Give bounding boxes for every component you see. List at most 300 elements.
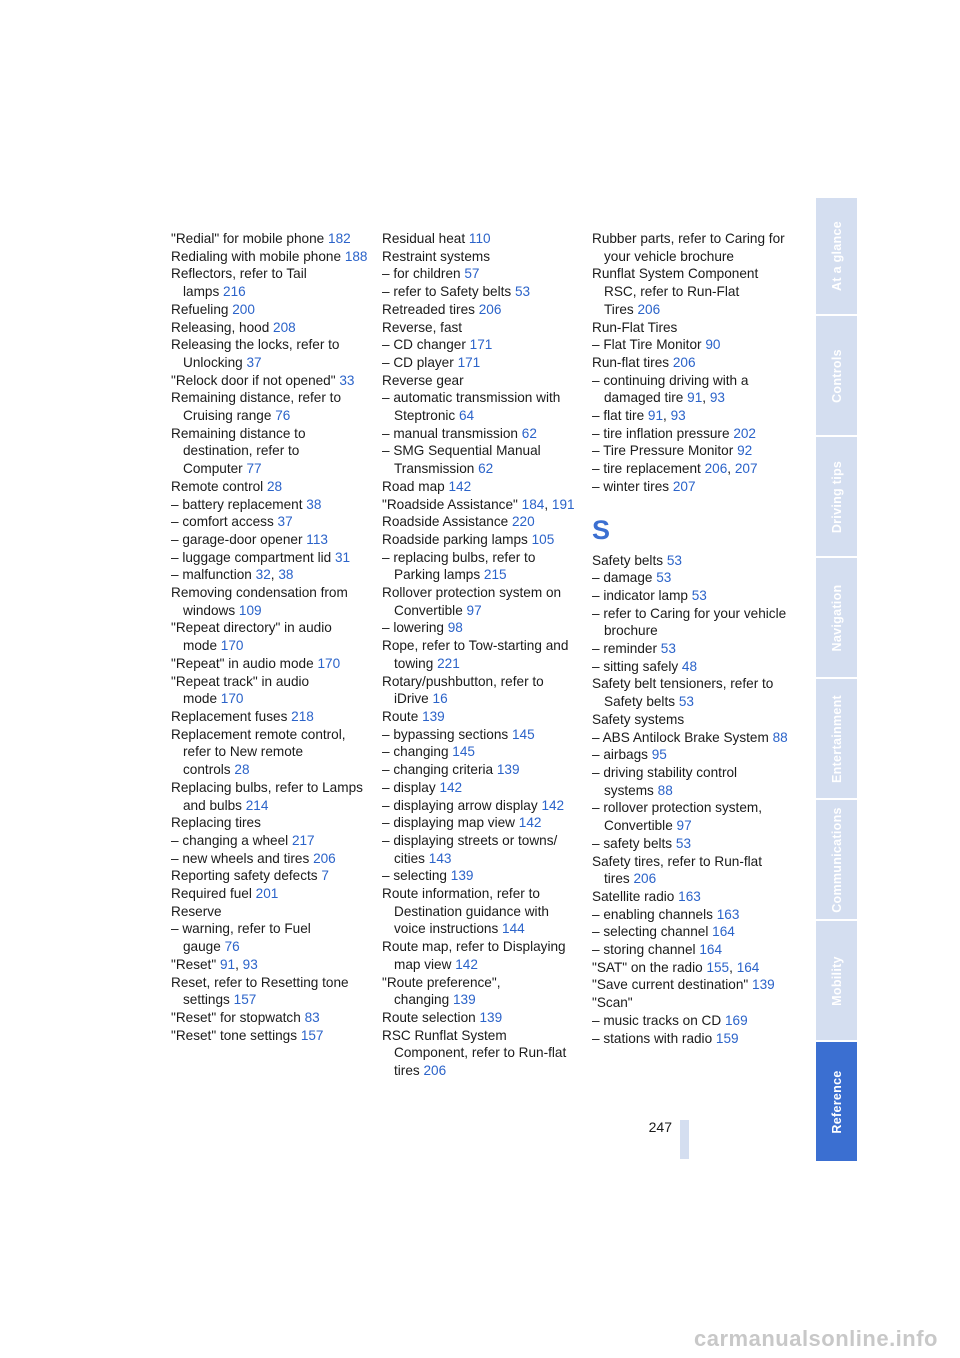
tab-at-a-glance[interactable] [816,198,857,314]
index-entry [592,888,792,906]
index-entry [382,1027,582,1080]
page-link[interactable]: 157 [233,992,257,1008]
index-entry: "SAT" on the radio 155, 164 [592,959,760,975]
index-entry [592,764,792,799]
index-entry-text: Replacement fuses [171,708,288,724]
page-link[interactable]: 206 [637,301,661,317]
index-entry [592,587,792,605]
tab-label: Controls [829,348,844,403]
page-link[interactable]: 92 [737,443,753,459]
index-entry-text: – flat tire [592,408,645,424]
index-entry [382,513,582,531]
page-link[interactable]: 95 [651,747,667,763]
page-number: 247 [648,1119,672,1135]
page-link[interactable]: 164 [712,924,735,940]
index-entry-text: Route selection [382,1009,476,1025]
index-entry-text: – ABS Antilock Brake System [592,729,769,745]
index-entry-text: Run-flat tires [592,354,670,370]
index-entry-text: – selecting channel [592,924,709,940]
page-link[interactable]: 164 [699,942,723,958]
page-link[interactable]: 53 [656,570,672,586]
index-entry [171,655,371,673]
page-link[interactable]: 170 [220,638,244,654]
index-entry-text: – displaying streets or towns/ cities [382,832,558,866]
index-entry [171,425,371,478]
page-link[interactable]: 208 [273,319,296,335]
index-entry-text: – reminder [592,641,657,657]
index-entry [171,885,371,903]
page-link[interactable]: 142 [439,779,463,795]
index-entry [171,319,371,337]
index-entry-text: – displaying arrow display [382,797,538,813]
index-entry-text: – refer to Safety belts [382,284,512,300]
index-entry [592,658,792,676]
index-entry-text: – display [382,779,436,795]
index-entry-text: – selecting [382,868,447,884]
page-link[interactable]: 28 [266,478,283,494]
page-link[interactable]: 206 [478,301,502,317]
index-entry [171,850,371,868]
index-entry-text: Route [382,708,419,724]
index-entry-text: Replacement remote control, refer to New remote controls [171,726,346,778]
page-link[interactable]: 97 [676,818,692,834]
page-link[interactable]: 159 [715,1030,739,1046]
page-link[interactable]: 171 [457,354,481,370]
index-entry [382,478,582,496]
page-link[interactable]: 110 [468,231,491,246]
index-entry [592,478,792,496]
index-entry [382,832,582,867]
index-entry-text: "Roadside Assistance" [382,496,518,512]
index-entry-text: – tire replacement [592,461,701,477]
index-entry [382,265,582,283]
index-entry [171,619,371,654]
page-link[interactable]: 109 [238,602,262,618]
index-entry-text: – lowering [382,620,444,636]
index-entry [382,319,582,337]
index-entry [592,1030,792,1048]
index-entry-text: – winter tires [592,478,670,494]
tab-navigation[interactable] [816,558,857,677]
index-entry-text: Releasing the locks, refer to Unlocking [171,337,340,370]
section-tabs [816,198,857,1163]
index-entry-text: "Relock door if not opened" [171,372,336,388]
index-entry-text: – damage [592,570,653,586]
index-entry-text: "Scan" [592,995,633,1011]
tab-label: Entertainment [829,694,844,783]
index-entry-text: Rope, refer to Tow-starting and towing [382,638,569,671]
page-link[interactable]: 157 [300,1027,324,1043]
index-entry-text: Replacing tires [171,815,261,831]
index-entry [382,248,582,266]
page-link[interactable]: 83 [304,1009,320,1025]
index-entry [171,974,371,1009]
index-entry-text: Reverse gear [382,372,464,388]
index-entry-text: Reverse, fast [382,319,463,335]
index-column-2 [382,230,582,1080]
index-entry-text: Rollover protection system on Convertible [382,585,562,618]
watermark-text: carmanualsonline.info [694,1326,938,1351]
index-entry-text: Roadside parking lamps [382,531,528,547]
page-link[interactable]: 76 [275,408,291,424]
page-link[interactable]: 143 [428,850,452,866]
index-entry [592,976,792,994]
index-entry [171,832,371,850]
page-link[interactable]: 88 [657,782,673,798]
index-entry-text: Remaining distance to destination, refer to Computer [171,425,306,477]
index-entry [592,923,792,941]
tab-reference[interactable] [816,1042,857,1161]
page-link[interactable]: 221 [437,655,460,671]
index-entry [592,941,792,959]
index-entry-text: – storing channel [592,942,696,958]
index-entry-text: Satellite radio [592,888,675,904]
index-entry [171,531,371,549]
index-entry [171,867,371,885]
page-marker-bar [680,1120,689,1159]
index-entry [382,867,582,885]
index-entry [592,230,792,265]
page-link[interactable]: 53 [678,694,694,710]
index-entry-text: Route map, refer to Displaying map view [382,939,566,972]
page-link[interactable]: 171 [469,337,493,353]
index-entry [171,673,371,708]
tab-mobility[interactable] [816,921,857,1040]
index-entry [592,552,792,570]
index-entry [171,389,371,424]
index-entry [592,425,792,443]
index-entry [592,265,792,318]
index-entry: "Reset" 91, 93 [171,956,258,972]
page-link[interactable]: 155 [706,959,730,975]
index-entry [592,319,792,337]
index-entry-text: Redialing with mobile phone [171,248,342,264]
index-entry-text: Replacing bulbs, refer to Lamps and bulbs [171,779,363,813]
index-entry-text: Rotary/pushbutton, refer to iDrive [382,673,544,707]
index-entry [171,708,371,726]
index-entry-text: Safety belts [592,552,664,568]
page-link[interactable]: 64 [459,408,475,424]
page-link[interactable]: 91 [687,390,703,406]
index-entry: – flat tire 91, 93 [592,408,686,424]
index-entry-text: – comfort access [171,514,274,530]
page-link[interactable]: 220 [511,514,535,530]
index-entry-text: – bypassing sections [382,726,509,742]
index-entry-text: "Redial" for mobile phone [171,231,325,246]
index-entry-text: – tire inflation pressure [592,425,730,441]
page-link[interactable]: 7 [321,868,329,884]
index-entry-text: – sitting safely [592,658,679,674]
index-entry-text: – luggage compartment lid [171,549,332,565]
page-link[interactable]: 164 [736,959,760,975]
index-entry-text: Safety belt tensioners, refer to Safety belts [592,676,774,710]
index-entry [382,301,582,319]
index-entry [592,835,792,853]
page-link[interactable]: 90 [705,337,721,353]
index-entry [382,743,582,761]
index-entry-text: "Reset" [171,956,217,972]
index-entry [382,354,582,372]
index-entry-text: Remote control [171,478,264,494]
page-link[interactable]: 163 [716,906,740,922]
index-entry-text: "Reset" tone settings [171,1027,298,1043]
index-entry-text: Residual heat [382,231,466,246]
index-entry [382,584,582,619]
page-link[interactable]: 91 [647,408,664,424]
index-entry-text: "Reset" for stopwatch [171,1009,301,1025]
index-entry [171,372,371,390]
index-entry [382,797,582,815]
tab-entertainment[interactable] [816,679,857,798]
index-entry: – continuing driving with a damaged tire 91, 93 [592,372,749,406]
page-link[interactable]: 57 [464,266,480,282]
index-entry-text: Route information, refer to Destination guidance with voice instructions [382,886,549,937]
tab-label: Communications [829,806,844,913]
index-entry-text: – indicator lamp [592,587,688,603]
index-entry [592,605,792,640]
index-entry [171,920,371,955]
page-link[interactable]: 93 [670,408,686,424]
page-link[interactable]: 163 [678,888,701,904]
index-entry-text: – driving stability control systems [592,764,738,798]
index-entry-text: – new wheels and tires [171,850,310,866]
page-link[interactable]: 216 [223,284,246,300]
page-link[interactable]: 38 [278,567,294,583]
page-link[interactable]: 215 [483,567,507,583]
page-link[interactable]: 142 [455,956,478,972]
index-entry [382,336,582,354]
index-entry [382,619,582,637]
index-entry [382,549,582,584]
index-entry-text: Refueling [171,301,229,317]
page-link[interactable]: 191 [551,496,575,512]
page-link[interactable]: 62 [521,425,537,441]
index-entry [171,513,371,531]
index-entry-text: "Repeat directory" in audio mode [171,620,332,654]
page-link[interactable]: 48 [681,658,698,674]
index-entry [382,1009,582,1027]
index-entry [382,708,582,726]
index-entry-text: – CD changer [382,337,466,353]
index-entry-text: – rollover protection system, Convertible [592,800,762,834]
index-entry [592,569,792,587]
index-entry [171,1027,371,1045]
tab-label: Driving tips [829,460,844,533]
page-link[interactable]: 76 [224,939,240,955]
index-entry [382,885,582,938]
index-entry [382,531,582,549]
index-entry [592,354,792,372]
index-entry [592,336,792,354]
index-entry-text: Rubber parts, refer to Caring for your vehicle brochure [592,231,785,264]
page-link[interactable]: 145 [511,726,535,742]
tab-controls[interactable] [816,316,857,435]
index-entry-text: – SMG Sequential Manual Transmission [382,443,541,477]
index-entry-text: – warning, refer to Fuel gauge [171,921,311,955]
index-entry: – malfunction 32, 38 [171,567,294,583]
page-link[interactable]: 206 [313,850,336,866]
page-link[interactable]: 91 [219,956,236,972]
index-entry-text: "Save current destination" [592,977,749,993]
page-link[interactable]: 206 [704,461,728,477]
page-link[interactable]: 202 [733,425,756,441]
index-entry [592,640,792,658]
index-letter-heading: S [592,514,611,545]
index-entry-text: Reflectors, refer to Tail lamps [171,266,307,300]
index-entry-text: Remaining distance, refer to Cruising range [171,390,342,424]
page-link[interactable]: 142 [518,815,542,831]
index-entry-text: – CD player [382,354,454,370]
page-link[interactable]: 53 [691,587,707,603]
page-link[interactable]: 139 [752,977,775,993]
index-entry [382,761,582,779]
index-entry [382,389,582,424]
index-entry [592,906,792,924]
index-entry [171,496,371,514]
page-link[interactable]: 142 [541,797,565,813]
page-link[interactable]: 182 [328,231,351,246]
page-link[interactable]: 139 [422,708,445,724]
index-entry-text: – malfunction [171,567,252,583]
index-entry [171,584,371,619]
page-link[interactable]: 53 [515,284,531,300]
page-link[interactable]: 16 [432,691,448,707]
index-entry-text: Run-Flat Tires [592,319,678,335]
index-entry-text: – replacing bulbs, refer to Parking lamps [382,549,536,583]
page-link[interactable]: 31 [334,549,351,565]
index-entry: – tire replacement 206, 207 [592,461,758,477]
index-entry [382,283,582,301]
tab-label: Mobility [829,955,844,1006]
page-link[interactable]: 53 [660,641,676,657]
page-link[interactable]: 77 [246,461,262,477]
index-entry [382,372,582,390]
index-entry [382,726,582,744]
index-entry-text: "Repeat" in audio mode [171,655,314,671]
index-entry [171,549,371,567]
page-link[interactable]: 88 [772,729,788,745]
index-entry [171,230,371,248]
page-link[interactable]: 169 [724,1012,748,1028]
page-link[interactable]: 188 [344,248,368,264]
page-link[interactable]: 98 [447,620,463,636]
index-entry-text: – manual transmission [382,425,518,441]
index-entry-text: – continuing driving with a damaged tire [592,372,749,406]
index-entry [382,442,582,477]
page-link[interactable]: 207 [672,478,696,494]
page-link[interactable]: 145 [452,744,475,760]
page-link[interactable]: 170 [220,691,244,707]
page-link[interactable]: 139 [479,1009,503,1025]
index-entry-text: RSC Runflat System Component, refer to Run-flat tires [382,1027,567,1079]
page-link[interactable]: 93 [709,390,725,406]
index-entry-text: – battery replacement [171,496,303,512]
index-entry [171,726,371,779]
page-link[interactable]: 139 [496,762,520,778]
index-entry-text: "Repeat track" in audio mode [171,673,310,707]
page-link[interactable]: 53 [666,552,682,568]
page-link[interactable]: 37 [277,514,293,530]
index-entry-text: – changing a wheel [171,832,289,848]
index-entry [592,799,792,834]
page-link[interactable]: 105 [531,531,555,547]
index-entry [592,853,792,888]
page-link[interactable]: 200 [232,301,255,317]
page-link[interactable]: 62 [478,461,494,477]
page-link[interactable]: 32 [255,567,271,583]
index-entry-text: Roadside Assistance [382,514,509,530]
page-link[interactable]: 144 [502,921,525,937]
index-entry-text: Releasing, hood [171,319,270,335]
index-entry [592,711,792,729]
index-entry [382,814,582,832]
index-entry-text: – enabling channels [592,906,713,922]
page-link[interactable]: 184 [521,496,545,512]
page-link[interactable]: 53 [675,835,692,851]
index-entry-text: – changing criteria [382,762,494,778]
index-entry [171,301,371,319]
page-link[interactable]: 207 [734,461,758,477]
index-entry [171,1009,371,1027]
page-link[interactable]: 206 [633,871,657,887]
index-entry-text: Runflat System Component RSC, refer to Run-Flat Tires [592,266,759,317]
index-entry-text: – automatic transmission with Steptronic [382,390,561,424]
page-link[interactable]: 139 [452,992,476,1008]
index-entry [171,779,371,814]
tab-label: Navigation [829,584,844,651]
index-column-3 [592,230,792,1047]
index-column-1 [171,230,371,1044]
tab-label: Reference [829,1069,844,1134]
page-link[interactable]: 170 [317,655,341,671]
page-link[interactable]: 97 [466,602,482,618]
page-link[interactable]: 33 [339,372,355,388]
index-entry [382,974,582,1009]
index-entry-text: – garage-door opener [171,531,303,547]
index-entry [171,814,371,832]
page-link[interactable]: 113 [306,531,328,547]
index-entry [171,478,371,496]
page-link[interactable]: 206 [672,354,696,370]
tab-communications[interactable] [816,800,857,919]
index-entry [382,230,582,248]
page-link[interactable]: 218 [291,708,314,724]
page-link[interactable]: 38 [306,496,322,512]
page-link[interactable]: 201 [255,886,279,902]
page-link[interactable]: 28 [234,762,250,778]
index-entry-text: – changing [382,744,449,760]
index-entry-text: Required fuel [171,886,252,902]
index-entry-text: Restraint systems [382,248,491,264]
tab-driving-tips[interactable] [816,437,857,556]
index-entry [171,336,371,371]
page-link[interactable]: 139 [450,868,474,884]
index-entry-text: Reporting safety defects [171,868,318,884]
index-entry [592,1012,792,1030]
index-entry-text: – Flat Tire Monitor [592,337,702,353]
index-entry-text: "Route preference", changing [382,974,501,1008]
page-link[interactable]: 142 [448,478,472,494]
page-link[interactable]: 93 [242,956,258,972]
page-link[interactable]: 214 [245,797,269,813]
index-entry-text: – refer to Caring for your vehicle brochure [592,605,787,639]
page-link[interactable]: 217 [291,832,315,848]
page-link[interactable]: 206 [423,1063,447,1079]
page-link[interactable]: 37 [246,354,262,370]
index-entry [592,729,792,747]
index-entry-text: Road map [382,478,445,494]
index-entry [592,994,792,1012]
